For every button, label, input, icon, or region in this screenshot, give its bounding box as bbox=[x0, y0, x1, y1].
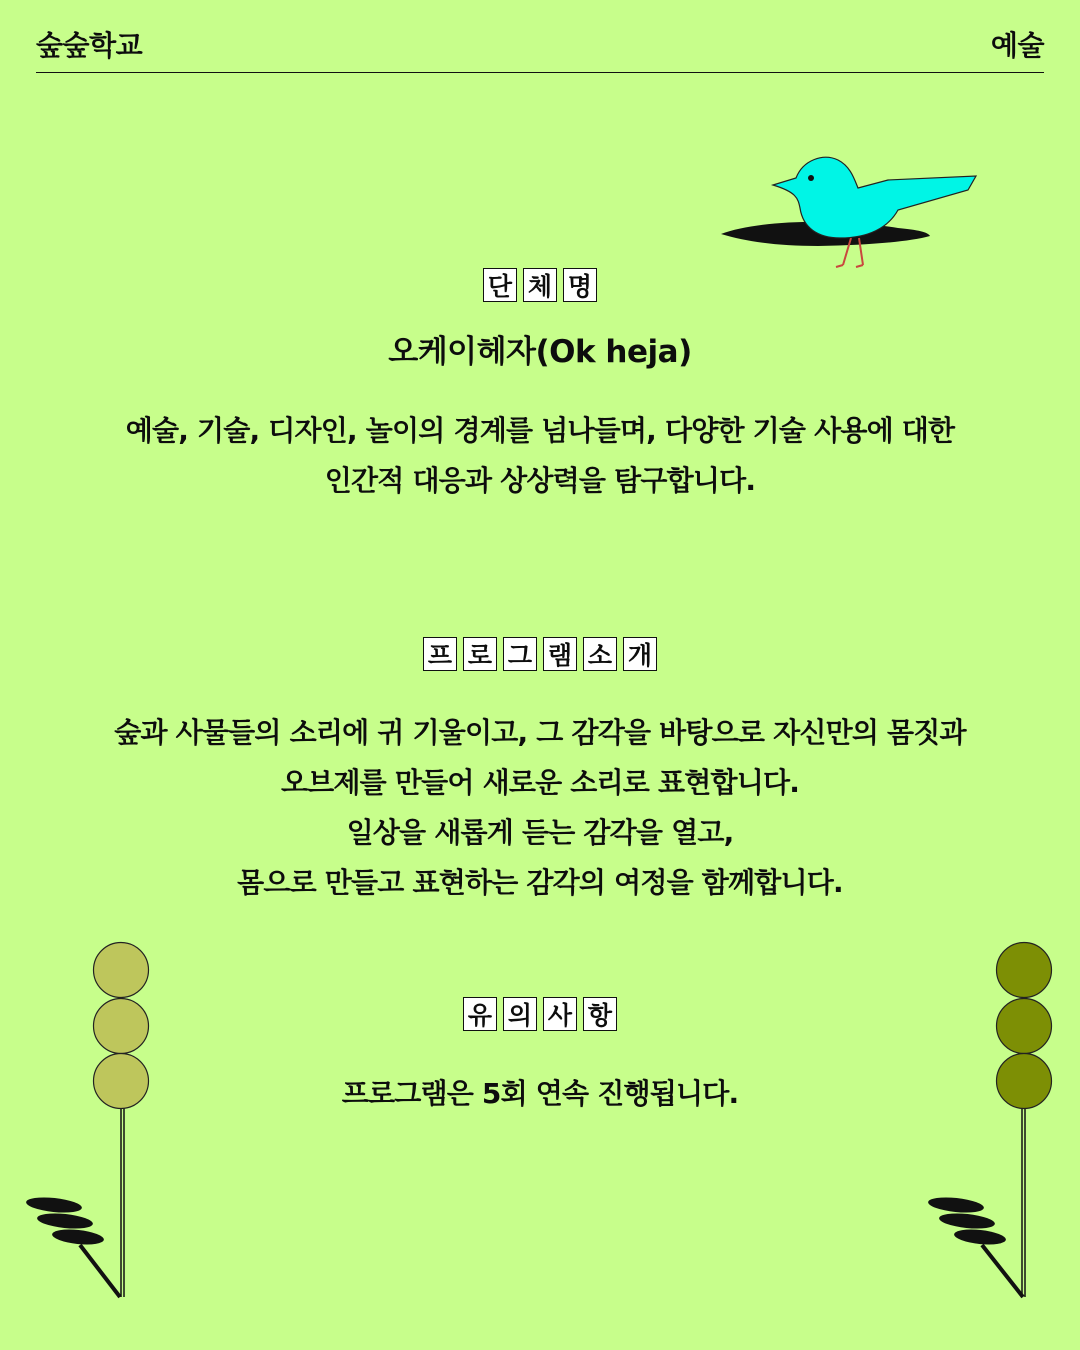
right-plant-icon bbox=[920, 935, 1060, 1305]
title-char: 그 bbox=[503, 637, 537, 671]
description-line: 인간적 대응과 상상력을 탐구합니다. bbox=[324, 464, 756, 497]
section-title-org bbox=[0, 268, 1080, 302]
title-char: 항 bbox=[583, 997, 617, 1031]
title-char: 명 bbox=[563, 268, 597, 302]
notes-description bbox=[60, 1069, 1020, 1119]
org-name: 오케이헤자(Ok heja) bbox=[388, 334, 692, 370]
description-line: 오브제를 만들어 새로운 소리로 표현합니다. bbox=[280, 766, 800, 799]
description-line: 일상을 새롭게 듣는 감각을 열고, bbox=[346, 816, 734, 849]
org-description bbox=[60, 406, 1020, 506]
title-char: 사 bbox=[543, 997, 577, 1031]
title-char: 소 bbox=[583, 637, 617, 671]
bird-illustration bbox=[718, 150, 983, 270]
category-label[interactable]: 예술 bbox=[990, 29, 1044, 62]
description-line: 숲과 사물들의 소리에 귀 기울이고, 그 감각을 바탕으로 자신만의 몸짓과 bbox=[114, 716, 966, 749]
bird-icon bbox=[773, 157, 976, 267]
left-plant-icon bbox=[20, 935, 160, 1305]
title-char: 프 bbox=[423, 637, 457, 671]
section-title-notes bbox=[0, 997, 1080, 1031]
title-char: 체 bbox=[523, 268, 557, 302]
title-char: 단 bbox=[483, 268, 517, 302]
title-char: 램 bbox=[543, 637, 577, 671]
title-char: 로 bbox=[463, 637, 497, 671]
header bbox=[36, 24, 1044, 73]
title-char: 의 bbox=[503, 997, 537, 1031]
description-line: 프로그램은 5회 연속 진행됩니다. bbox=[341, 1077, 739, 1110]
program-description bbox=[60, 708, 1020, 908]
title-char: 개 bbox=[623, 637, 657, 671]
title-char: 유 bbox=[463, 997, 497, 1031]
description-line: 몸으로 만들고 표현하는 감각의 여정을 함께합니다. bbox=[237, 866, 843, 899]
site-title[interactable]: 숲숲학교 bbox=[36, 29, 143, 62]
description-line: 예술, 기술, 디자인, 놀이의 경계를 넘나들며, 다양한 기술 사용에 대한 bbox=[125, 414, 955, 447]
section-title-program bbox=[0, 637, 1080, 671]
